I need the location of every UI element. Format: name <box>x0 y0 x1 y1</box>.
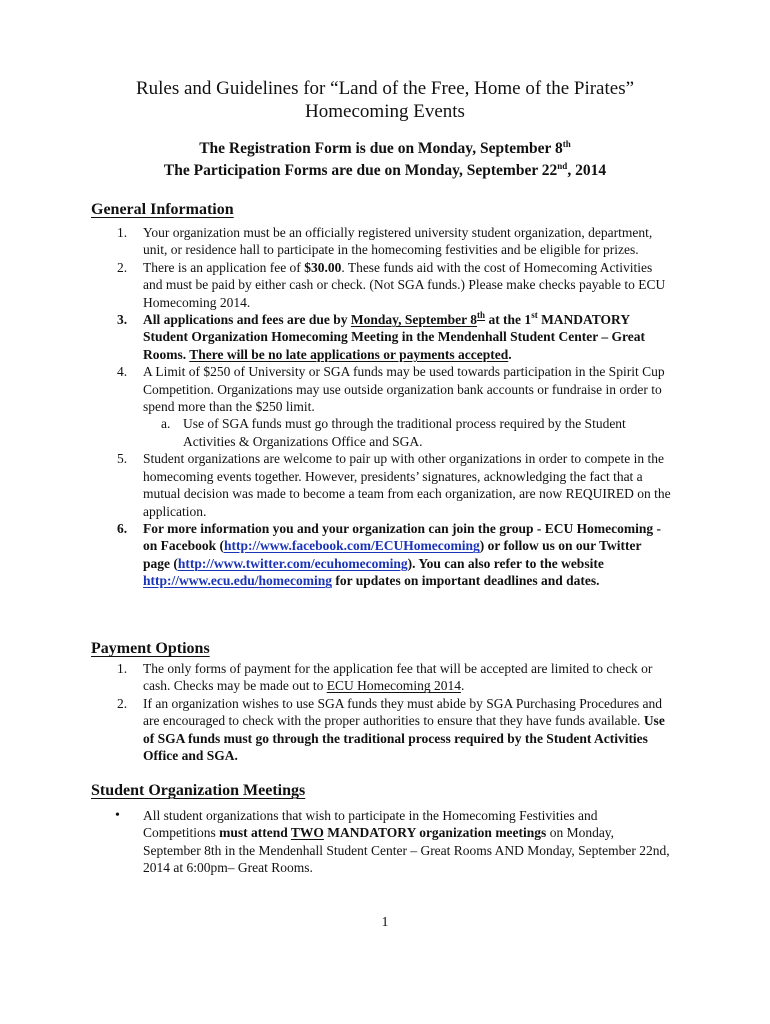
general-information-heading: General Information <box>91 201 234 218</box>
payment-options-heading: Payment Options <box>91 640 210 657</box>
participation-due-line: The Participation Forms are due on Monday, September 22nd, 2014 <box>163 161 607 179</box>
list-item: 5. Student organizations are welcome to pair up with other organizations in order to compete in the homecoming events together. However, presidents’ signatures, acknowledging the fact that a mutual decision was made to become a team from each organization, are now REQUIRED on the application. <box>117 451 671 519</box>
bullet-icon: • <box>115 808 120 823</box>
payee-name: ECU Homecoming 2014 <box>326 678 461 694</box>
meetings-heading: Student Organization Meetings <box>91 782 306 799</box>
meetings-list <box>0 807 770 877</box>
twitter-link[interactable]: http://www.twitter.com/ecuhomecoming <box>177 555 408 571</box>
list-item: 4. A Limit of $250 of University or SGA funds may be used towards participation in the Spirit Cup Competition. Organizations may use outside organization bank accounts or fundraise in order to spend more than the $250 limit. <box>117 364 665 415</box>
list-subitem: a. Use of SGA funds must go through the traditional process required by the Student Activities & Organizations Office and SGA. <box>161 416 626 449</box>
list-item: 2. If an organization wishes to use SGA funds they must abide by SGA Purchasing Procedures and are encouraged to check with the proper authorities to ensure that they have funds available. Use of SGA funds must go through the traditional process required by the Student Activities Office and SGA. <box>117 695 665 764</box>
due-date: Monday, September 8 <box>350 312 478 328</box>
payment-options-list <box>0 660 770 764</box>
website-link[interactable]: http://www.ecu.edu/homecoming <box>143 573 332 589</box>
page-number: 1 <box>381 915 389 930</box>
no-late-notice: There will be no late applications or payments accepted <box>189 346 509 362</box>
registration-due-line: The Registration Form is due on Monday, September 8th <box>199 139 571 157</box>
list-item: • All student organizations that wish to participate in the Homecoming Festivities and Competitions must attend TWO MANDATORY organization meetings on Monday, September 8th in the Mendenhall Student Center – Great Rooms AND Monday, September 22nd, 2014 at 6:00pm– Great Rooms. <box>115 808 670 876</box>
general-information-list <box>0 224 770 590</box>
document-title-line1: Rules and Guidelines for “Land of the Free, Home of the Pirates” <box>135 78 635 99</box>
list-item: 1. Your organization must be an officially registered university student organization, department, unit, or residence hall to participate in the homecoming festivities and be eligible for prizes. <box>117 225 653 258</box>
list-item: 1. The only forms of payment for the application fee that will be accepted are limited to check or cash. Checks may be made out to ECU Homecoming 2014. <box>117 661 653 694</box>
application-fee: $30.00 <box>304 259 342 275</box>
list-item: 3. All applications and fees are due by Monday, September 8th at the 1st MANDATORY Student Organization Homecoming Meeting in the Mendenhall Student Center – Great Rooms. There will be no late applications or payments accepted. <box>117 310 645 362</box>
document-title-line2: Homecoming Events <box>305 101 465 122</box>
list-item: 6. For more information you and your organization can join the group - ECU Homecoming - on Facebook (http://www.facebook.com/ECUHomecoming) or follow us on our Twitter page (http://www.twitter.com/ecuhomecoming). You can also refer to the website http://www.ecu.edu/homecoming for updates on important deadlines and dates. <box>117 520 661 589</box>
facebook-link[interactable]: http://www.facebook.com/ECUHomecoming <box>224 538 480 554</box>
list-item: 2. There is an application fee of $30.00. These funds aid with the cost of Homecoming Activities and must be paid by either cash or check. (Not SGA funds.) Please make checks payable to ECU Homecoming 2014. <box>117 259 666 310</box>
